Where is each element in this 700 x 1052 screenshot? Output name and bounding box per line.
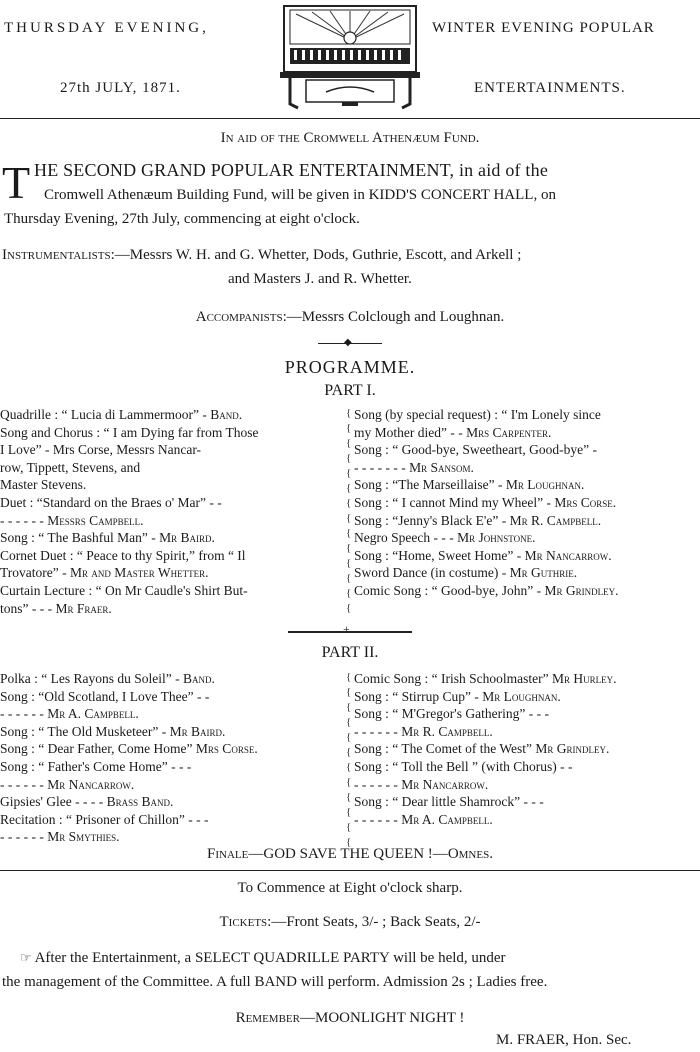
programme-entry-text: - - - - - - [0, 776, 48, 792]
programme-entry-performer: Mr Nancarrow. [401, 776, 489, 792]
programme-entry [354, 811, 698, 829]
programme-entry [354, 476, 698, 494]
piano-icon-graphic [276, 2, 424, 112]
remember-text: —MOONLIGHT NIGHT ! [299, 1010, 465, 1026]
programme-entry [0, 494, 344, 512]
programme-entry-performer: Band. [182, 671, 215, 686]
programme-entry [354, 688, 698, 706]
programme-entry [354, 424, 698, 442]
programme-entry-text: Song : “The Marseillaise” - [354, 477, 506, 493]
programme-entry-performer: Mrs Corse. [195, 741, 258, 757]
programme-entry-text: Song : “ Good-bye, Sweetheart, Good-bye” - [354, 442, 597, 458]
tickets-label: Tickets [219, 914, 268, 930]
finale-text: —GOD SAVE THE QUEEN !— [248, 846, 448, 862]
programme-entry-performer: Mr Loughnan. [505, 477, 585, 493]
commence-line: To Commence at Eight o'clock sharp. [237, 880, 463, 896]
header-day: THURSDAY EVENING, [4, 20, 209, 36]
programme-entry-performer: Mr Sansom. [409, 459, 474, 475]
programme-entry-text: row, Tippett, Stevens, and [0, 459, 141, 475]
remember-line [0, 1010, 700, 1027]
programme-entry-text: - - - - - - [354, 776, 402, 792]
programme-entry-text: Gipsies' Glee - - - - [0, 794, 107, 810]
programme-entry-text: - - - - - - [0, 512, 48, 528]
programme-entry-text: Sword Dance (in costume) - [354, 565, 510, 581]
programme-entry [0, 600, 344, 618]
programme-entry-performer: Mr and Master Whetter. [70, 565, 209, 581]
remember-label: Remember [235, 1010, 300, 1026]
programme-entry-text: Quadrille : “ Lucia di Lammermoor” - [0, 407, 211, 422]
instrumentalists-line-1 [2, 247, 521, 264]
programme-entry-text: Song : “ Stirrup Cup” - [354, 688, 483, 704]
finale-label: Finale [207, 846, 249, 862]
programme-entry [0, 688, 344, 706]
part1-title: PART I. [324, 382, 376, 399]
header-subtitle: ENTERTAINMENTS. [474, 80, 626, 96]
programme-entry-text: I Love” - Mrs Corse, Messrs Nancar- [0, 442, 202, 458]
programme-entry [354, 776, 698, 794]
programme-entry [0, 476, 344, 494]
tickets-text: :—Front Seats, 3/- ; Back Seats, 2/- [267, 914, 481, 930]
after-line-2: the management of the Committee. A full BAND will perform. Admission 2s ; Ladies free. [2, 974, 548, 990]
programme-entry-performer: Mr R. Campbell. [401, 723, 493, 739]
programme-entry-performer: Mr Guthrie. [509, 565, 578, 581]
header-rule [0, 118, 700, 119]
programme-entry [0, 406, 344, 424]
after-line-1 [20, 950, 506, 967]
programme-entry-text: Song : “ Dear little Shamrock” - - - [354, 794, 544, 810]
programme-entry-performer: Mr Nancarrow. [47, 776, 135, 792]
programme-entry [354, 406, 698, 424]
programme-entry-performer: Messrs Campbell. [47, 512, 144, 528]
programme-entry [354, 494, 698, 512]
programme-entry-text: Song : “Jenny's Black E'e” - [354, 512, 510, 528]
programme-entry-text: Song : “ The Old Musketeer” - [0, 723, 170, 739]
programme-entry [0, 547, 344, 565]
programme-entry-text: Trovatore” - [0, 565, 70, 581]
header-title: WINTER EVENING POPULAR [432, 20, 655, 36]
intro-line-3: Thursday Evening, 27th July, commencing at eight o'clock. [4, 211, 360, 227]
programme-entry [354, 547, 698, 565]
programme-entry-performer: Mr A. Campbell. [401, 811, 493, 827]
programme-entry-text: Recitation : “ Prisoner of Chillon” - - - [0, 811, 209, 827]
diamond-icon: ◆ [344, 337, 352, 348]
programme-entry [0, 529, 344, 547]
piano-icon [276, 2, 424, 112]
dropcap: T [2, 157, 31, 208]
programme-entry [354, 441, 698, 459]
programme-entry [0, 670, 344, 688]
programme-entry [354, 723, 698, 741]
programme-title: PROGRAMME. [284, 357, 416, 377]
part2-left-column [0, 670, 344, 846]
header-date: 27th JULY, 1871. [60, 80, 181, 96]
part1-left-column [0, 406, 344, 617]
programme-entry [0, 564, 344, 582]
programme-entry-text: Comic Song : “ Good-bye, John” - [354, 582, 545, 598]
part2-title: PART II. [321, 644, 379, 661]
intro-line-2: Cromwell Athenæum Building Fund, will be given in KIDD'S CONCERT HALL, on [44, 187, 556, 203]
programme-entry-text: Curtain Lecture : “ On Mr Caudle's Shirt But- [0, 582, 248, 598]
programme-entry-text: Song : “ The Comet of the West” [354, 741, 536, 757]
programme-entry [354, 512, 698, 530]
programme-entry [0, 793, 344, 811]
programme-entry [354, 529, 698, 547]
programme-entry [0, 723, 344, 741]
programme-entry-text: Song : “Home, Sweet Home” - [354, 547, 525, 563]
programme-entry [0, 512, 344, 530]
programme-entry-text: Song : “ Toll the Bell ” (with Chorus) - - [354, 758, 573, 774]
programme-entry-performer: Band. [210, 407, 243, 422]
programme-entry-text: Song : “ The Bashful Man” - [0, 530, 160, 546]
programme-entry-text: Song : “ Father's Come Home” - - - [0, 758, 192, 774]
programme-entry-text: Song (by special request) : “ I'm Lonely since [354, 407, 601, 422]
part2-right-column [354, 670, 698, 828]
programme-entry-text: Comic Song : “ Irish Schoolmaster” [354, 671, 552, 686]
instrumentalists-line-2: and Masters J. and R. Whetter. [228, 271, 412, 287]
programme-entry-performer: Mr Nancarrow. [524, 547, 612, 563]
finale-omnes: Omnes. [447, 846, 493, 862]
programme-entry-text: Master Stevens. [0, 477, 87, 493]
programme-entry [0, 582, 344, 600]
programme-entry-performer: Mr Loughnan. [482, 688, 561, 704]
part-separator-rule [288, 631, 412, 633]
aid-line: In aid of the Cromwell Athenæum Fund. [220, 130, 480, 146]
programme-entry [0, 740, 344, 758]
programme-entry-text: Song and Chorus : “ I am Dying far from Those [0, 424, 259, 440]
programme-entry [0, 424, 344, 442]
instrumentalists-label: Instrumentalists [2, 247, 111, 263]
instrumentalists-text: :—Messrs W. H. and G. Whetter, Dods, Guthrie, Escott, and Arkell ; [110, 247, 522, 263]
programme-entry [354, 740, 698, 758]
programme-entry-text: Song : “ I cannot Mind my Wheel” - [354, 494, 555, 510]
pointing-hand-icon: ☞ [20, 950, 32, 965]
programme-entry-text: Song : “ M'Gregor's Gathering” - - - [354, 706, 549, 722]
programme-entry-text: tons” - - - [0, 600, 56, 616]
programme-entry [0, 705, 344, 723]
programme-entry [0, 459, 344, 477]
finale-line [0, 846, 700, 863]
programme-entry-text: Duet : “Standard on the Braes o' Mar” - - [0, 494, 222, 510]
programme-entry [354, 670, 698, 688]
programme-entry [354, 582, 698, 600]
intro-line-1: HE SECOND GRAND POPULAR ENTERTAINMENT, in aid of the [34, 160, 549, 180]
part1-right-column [354, 406, 698, 600]
programme-entry-performer: Mr R. Campbell. [509, 512, 602, 528]
programme-entry-performer: Mr A. Campbell. [47, 706, 139, 722]
programme-entry-text: Cornet Duet : “ Peace to thy Spirit,” from “ Il [0, 547, 246, 563]
programme-entry-performer: Mr Baird. [169, 723, 226, 739]
programme-entry-performer: Mr Smythies. [47, 829, 120, 845]
programme-entry-text: my Mother died” - - [354, 424, 467, 440]
programme-entry-text: - - - - - - [354, 811, 402, 827]
programme-entry-text: - - - - - - [354, 723, 402, 739]
signature: M. FRAER, Hon. Sec. [496, 1032, 632, 1048]
tickets-line [0, 914, 700, 931]
programme-entry-performer: Mr Grindley. [544, 582, 619, 598]
programme-entry [354, 459, 698, 477]
programme-entry [354, 564, 698, 582]
accompanists-line [0, 309, 700, 326]
part2-brace-divider: { { { { { { { { { { { { [346, 671, 352, 848]
after-text-1: After the Entertainment, a SELECT QUADRILLE PARTY will be held, under [34, 950, 506, 966]
programme-entry-performer: Mr Grindley. [535, 741, 610, 757]
programme-entry-text: - - - - - - [0, 706, 48, 722]
programme-entry-performer: Mr Fraer. [55, 600, 112, 616]
programme-entry-text: Song : “Old Scotland, I Love Thee” - - [0, 688, 210, 704]
accompanists-label: Accompanists [195, 309, 283, 325]
programme-entry [0, 776, 344, 794]
programme-entry [354, 705, 698, 723]
programme-entry-performer: Mr Baird. [159, 530, 215, 546]
programme-entry [0, 758, 344, 776]
programme-entry-text: - - - - - - [0, 829, 48, 845]
programme-entry [0, 828, 344, 846]
programme-entry-text: Song : “ Dear Father, Come Home” [0, 741, 196, 757]
finale-rule [0, 870, 700, 871]
programme-entry-performer: Mr Johnstone. [457, 530, 536, 546]
programme-entry-performer: Mrs Carpenter. [466, 424, 552, 440]
programme-entry [354, 758, 698, 776]
programme-entry-performer: Mrs Corse. [554, 494, 617, 510]
programme-entry-performer: Brass Band. [106, 794, 174, 810]
part1-brace-divider: { { { { { { { { { { { { { { [346, 407, 352, 614]
cross-ornament-icon: + [343, 622, 350, 636]
programme-entry [0, 811, 344, 829]
programme-entry-performer: Mr Hurley. [551, 671, 617, 686]
programme-entry [0, 441, 344, 459]
programme-entry-text: - - - - - - - [354, 459, 410, 475]
accompanists-text: :—Messrs Colclough and Loughnan. [282, 309, 505, 325]
programme-entry-text: Negro Speech - - - [354, 530, 458, 546]
programme-entry-text: Polka : “ Les Rayons du Soleil” - [0, 671, 183, 686]
programme-entry [354, 793, 698, 811]
